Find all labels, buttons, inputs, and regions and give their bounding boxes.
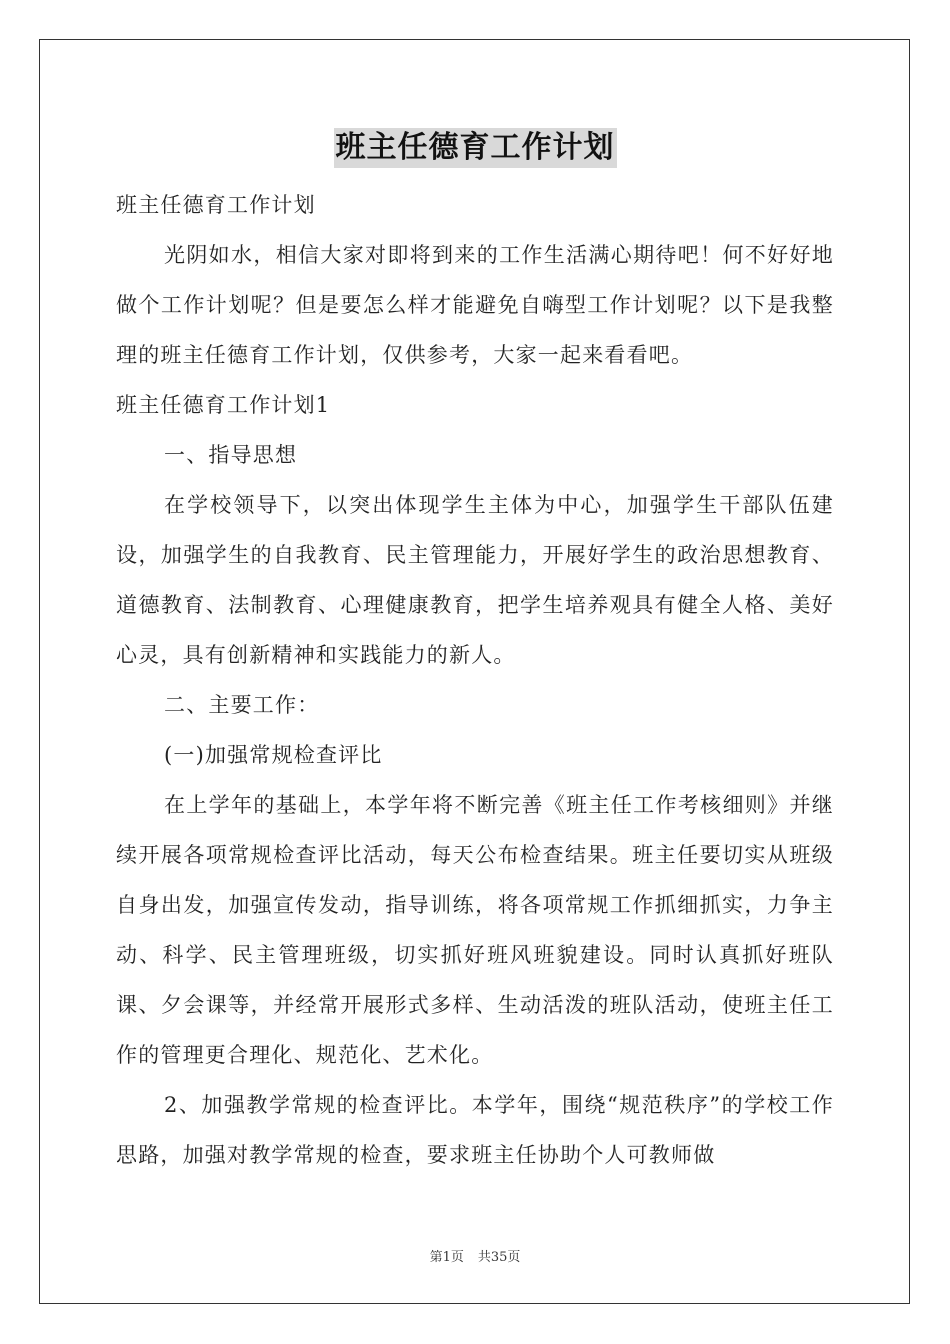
document-title-wrapper bbox=[0, 128, 950, 168]
paragraph-guiding-thought: 在学校领导下，以突出体现学生主体为中心，加强学生干部队伍建设，加强学生的自我教育、民主管理能力，开展好学生的政治思想教育、道德教育、法制教育、心理健康教育，把学生培养观具有健全人格、美好心灵，具有创新精神和实践能力的新人。 bbox=[116, 493, 834, 667]
document-body bbox=[116, 180, 834, 1180]
paragraph-routine-check: 在上学年的基础上，本学年将不断完善《班主任工作考核细则》并继续开展各项常规检查评比活动，每天公布检查结果。班主任要切实从班级自身出发，加强宣传发动，指导训练，将各项常规工作抓细抓实，力争主动、科学、民主管理班级，切实抓好班风班貌建设。同时认真抓好班队课、夕会课等，并经常开展形式多样、生动活泼的班队活动，使班主任工作的管理更合理化、规范化、艺术化。 bbox=[116, 793, 834, 1067]
document-title: 班主任德育工作计划 bbox=[334, 128, 617, 168]
paragraph-intro: 光阴如水，相信大家对即将到来的工作生活满心期待吧！何不好好地做个工作计划呢？但是要怎么样才能避免自嗨型工作计划呢？以下是我整理的班主任德育工作计划，仅供参考，大家一起来看看吧。 bbox=[116, 243, 834, 367]
paragraph-section-heading: 班主任德育工作计划1 bbox=[116, 393, 331, 417]
paragraph-heading-routine-check: (一)加强常规检查评比 bbox=[164, 743, 383, 767]
page-footer bbox=[0, 1250, 950, 1266]
paragraph-subtitle: 班主任德育工作计划 bbox=[116, 193, 316, 217]
paragraph-heading-guiding-thought: 一、指导思想 bbox=[164, 443, 298, 467]
paragraph-heading-main-work: 二、主要工作： bbox=[164, 693, 320, 717]
page-number: 第1页 bbox=[429, 1250, 464, 1265]
paragraph-teaching-check: 2、加强教学常规的检查评比。本学年，围绕“规范秩序”的学校工作思路，加强对教学常规的检查，要求班主任协助个人可教师做 bbox=[116, 1093, 834, 1167]
page-total: 共35页 bbox=[477, 1250, 521, 1265]
